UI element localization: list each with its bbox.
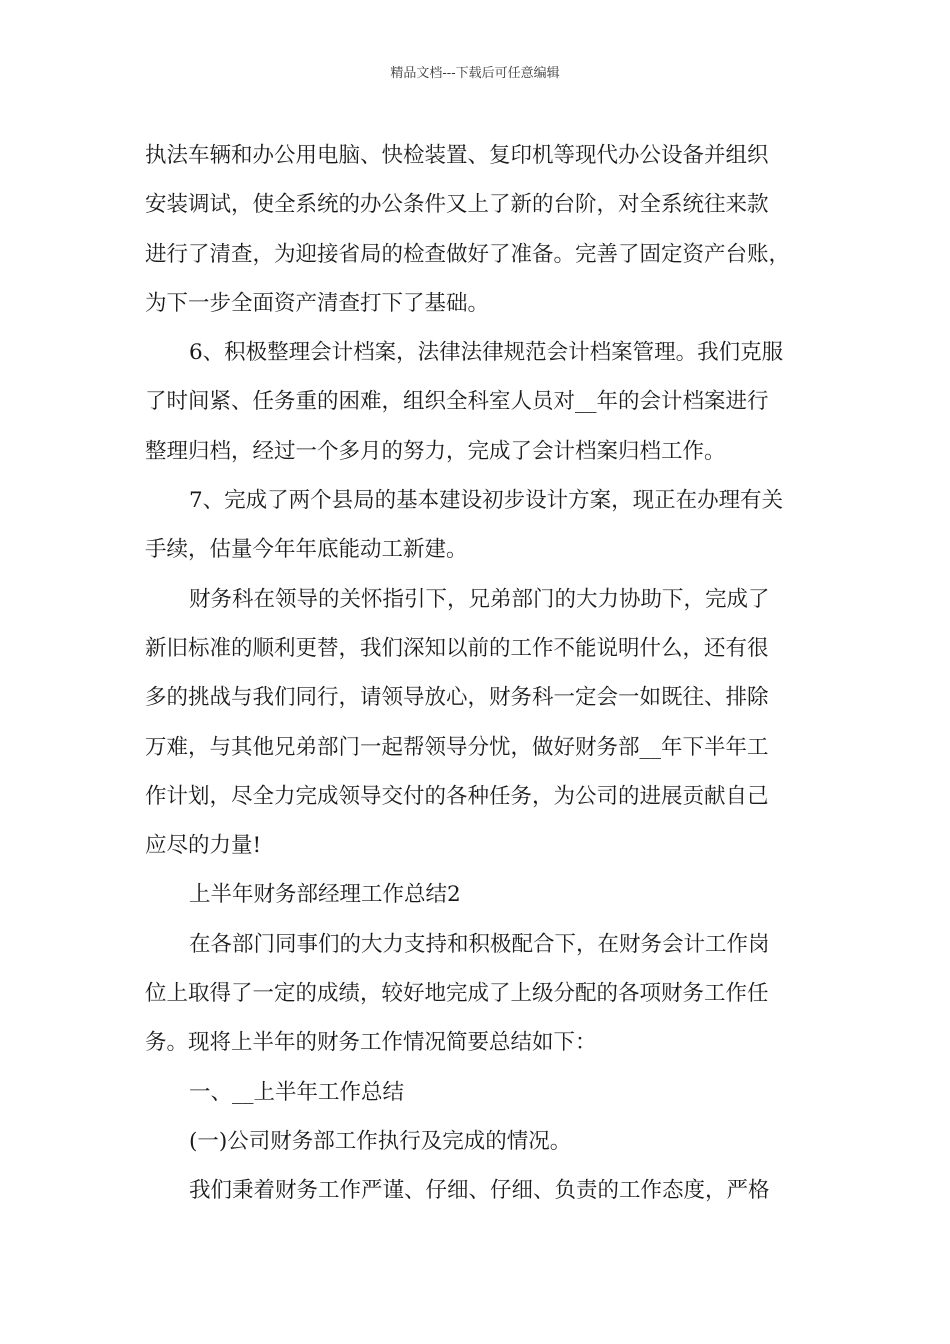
text-line: 应尽的力量! <box>145 833 262 859</box>
text-line: 作计划，尽全力完成领导交付的各种任务，为公司的进展贡献自己 <box>145 783 769 809</box>
text-line: 进行了清查，为迎接省局的检查做好了准备。完善了固定资产台账， <box>145 241 791 267</box>
text-line: 整理归档，经过一个多月的努力，完成了会计档案归档工作。 <box>145 438 726 464</box>
text-line: 在各部门同事们的大力支持和积极配合下，在财务会计工作岗 <box>189 931 770 957</box>
text-line: 为下一步全面资产清查打下了基础。 <box>145 290 490 316</box>
text-line: 安装调试，使全系统的办公条件又上了新的台阶，对全系统往来款 <box>145 192 769 218</box>
text-line: (一)公司财务部工作执行及完成的情况。 <box>189 1128 572 1154</box>
text-line: 位上取得了一定的成绩，较好地完成了上级分配的各项财务工作任 <box>145 981 769 1007</box>
text-line: 了时间紧、任务重的困难，组织全科室人员对__年的会计档案进行 <box>145 389 769 415</box>
text-line: 上半年财务部经理工作总结2 <box>189 882 461 908</box>
text-line: 一、__上半年工作总结 <box>189 1079 405 1105</box>
page-header: 精品文档---下载后可任意编辑 <box>390 66 560 81</box>
text-line: 万难，与其他兄弟部门一起帮领导分忧，做好财务部__年下半年工 <box>145 734 769 760</box>
text-line: 新旧标准的顺利更替，我们深知以前的工作不能说明什么，还有很 <box>145 635 769 661</box>
text-line: 执法车辆和办公用电脑、快检装置、复印机等现代办公设备并组织 <box>145 143 769 168</box>
text-line: 财务科在领导的关怀指引下，兄弟部门的大力协助下，完成了 <box>189 586 770 612</box>
text-line: 多的挑战与我们同行，请领导放心，财务科一定会一如既往、排除 <box>145 685 769 711</box>
text-line: 务。现将上半年的财务工作情况简要总结如下： <box>145 1030 597 1056</box>
text-line: 我们秉着财务工作严谨、仔细、仔细、负责的工作态度，严格 <box>189 1178 770 1204</box>
text-line: 6、积极整理会计档案，法律法律规范会计档案管理。我们克服 <box>189 340 784 366</box>
document-body <box>145 131 817 1216</box>
text-line: 7、完成了两个县局的基本建设初步设计方案，现正在办理有关 <box>189 488 784 514</box>
text-line: 手续，估量今年年底能动工新建。 <box>145 537 468 563</box>
